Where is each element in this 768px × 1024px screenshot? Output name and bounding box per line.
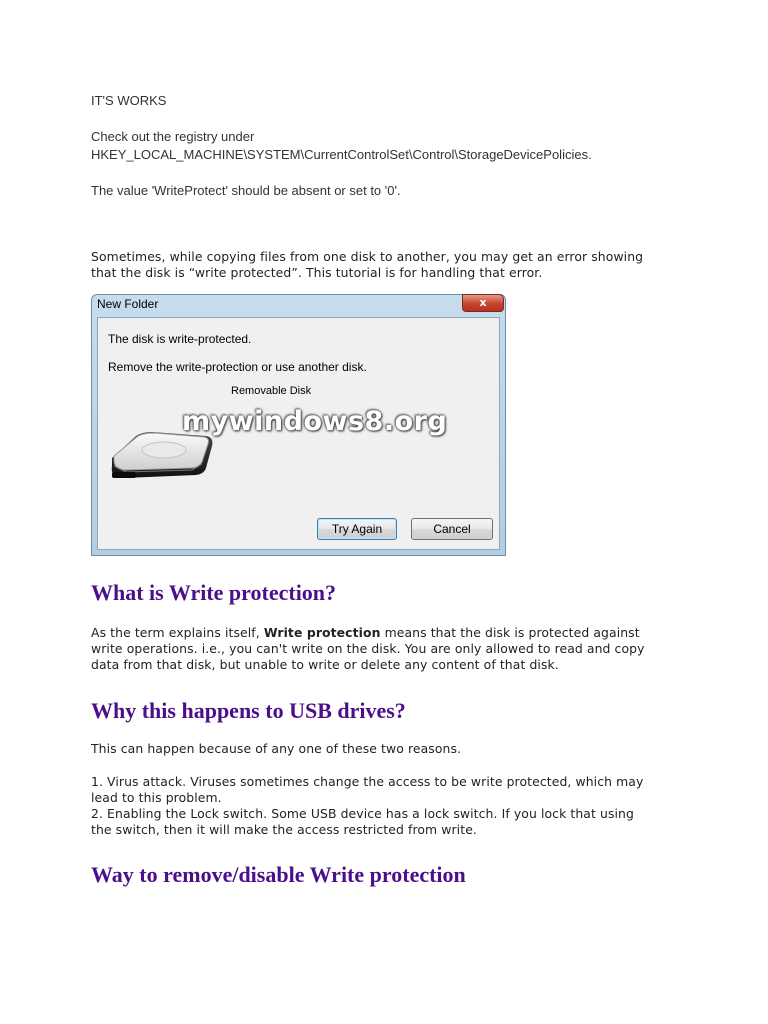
write-protection-term: Write protection [263,625,381,640]
section1-line-1-post: means that the disk is protected against [380,625,640,640]
intro-line-4: The value 'WriteProtect' should be absent or set to '0'. [91,183,401,198]
section1-line-2: write operations. i.e., you can't write on the disk. You are only allowed to read and copy [91,641,645,656]
section1-line-1-pre: As the term explains itself, [91,625,264,640]
reason-2-line-2: the switch, then it will make the access restricted from write. [91,822,477,837]
lead-line-1: Sometimes, while copying files from one disk to another, you may get an error showing [91,249,644,264]
close-icon[interactable]: x [462,294,504,312]
lead-line-2: that the disk is “write protected”. This tutorial is for handling that error. [91,265,543,280]
section2-intro: This can happen because of any one of these two reasons. [91,741,462,756]
dialog-message-1: The disk is write-protected. [108,332,252,346]
try-again-button[interactable]: Try Again [317,518,397,540]
reason-1-line-1: 1. Virus attack. Viruses sometimes change the access to be write protected, which may [91,774,644,789]
intro-line-1: IT'S WORKS [91,93,167,108]
heading-way-to-remove: Way to remove/disable Write protection [91,862,466,887]
watermark: mywindows8.org [182,406,448,437]
dialog-title: New Folder [97,297,159,311]
dialog-body [97,317,500,550]
error-dialog-screenshot [91,294,506,556]
reason-2-line-1: 2. Enabling the Lock switch. Some USB device has a lock switch. If you lock that using [91,806,634,821]
heading-why-this-happens: Why this happens to USB drives? [91,698,406,723]
removable-disk-icon [106,428,218,492]
cancel-button[interactable]: Cancel [411,518,493,540]
reason-1-line-2: lead to this problem. [91,790,222,805]
section1-line-1 [91,625,640,642]
device-label: Removable Disk [231,385,312,397]
registry-path: HKEY_LOCAL_MACHINE\SYSTEM\CurrentControlSet\Control\StorageDevicePolicies. [91,147,592,162]
heading-what-is-write-protection: What is Write protection? [91,580,337,605]
dialog-message-2: Remove the write-protection or use another disk. [108,360,367,374]
section1-line-3: data from that disk, but unable to write or delete any content of that disk. [91,657,559,672]
intro-line-2: Check out the registry under [91,129,255,144]
